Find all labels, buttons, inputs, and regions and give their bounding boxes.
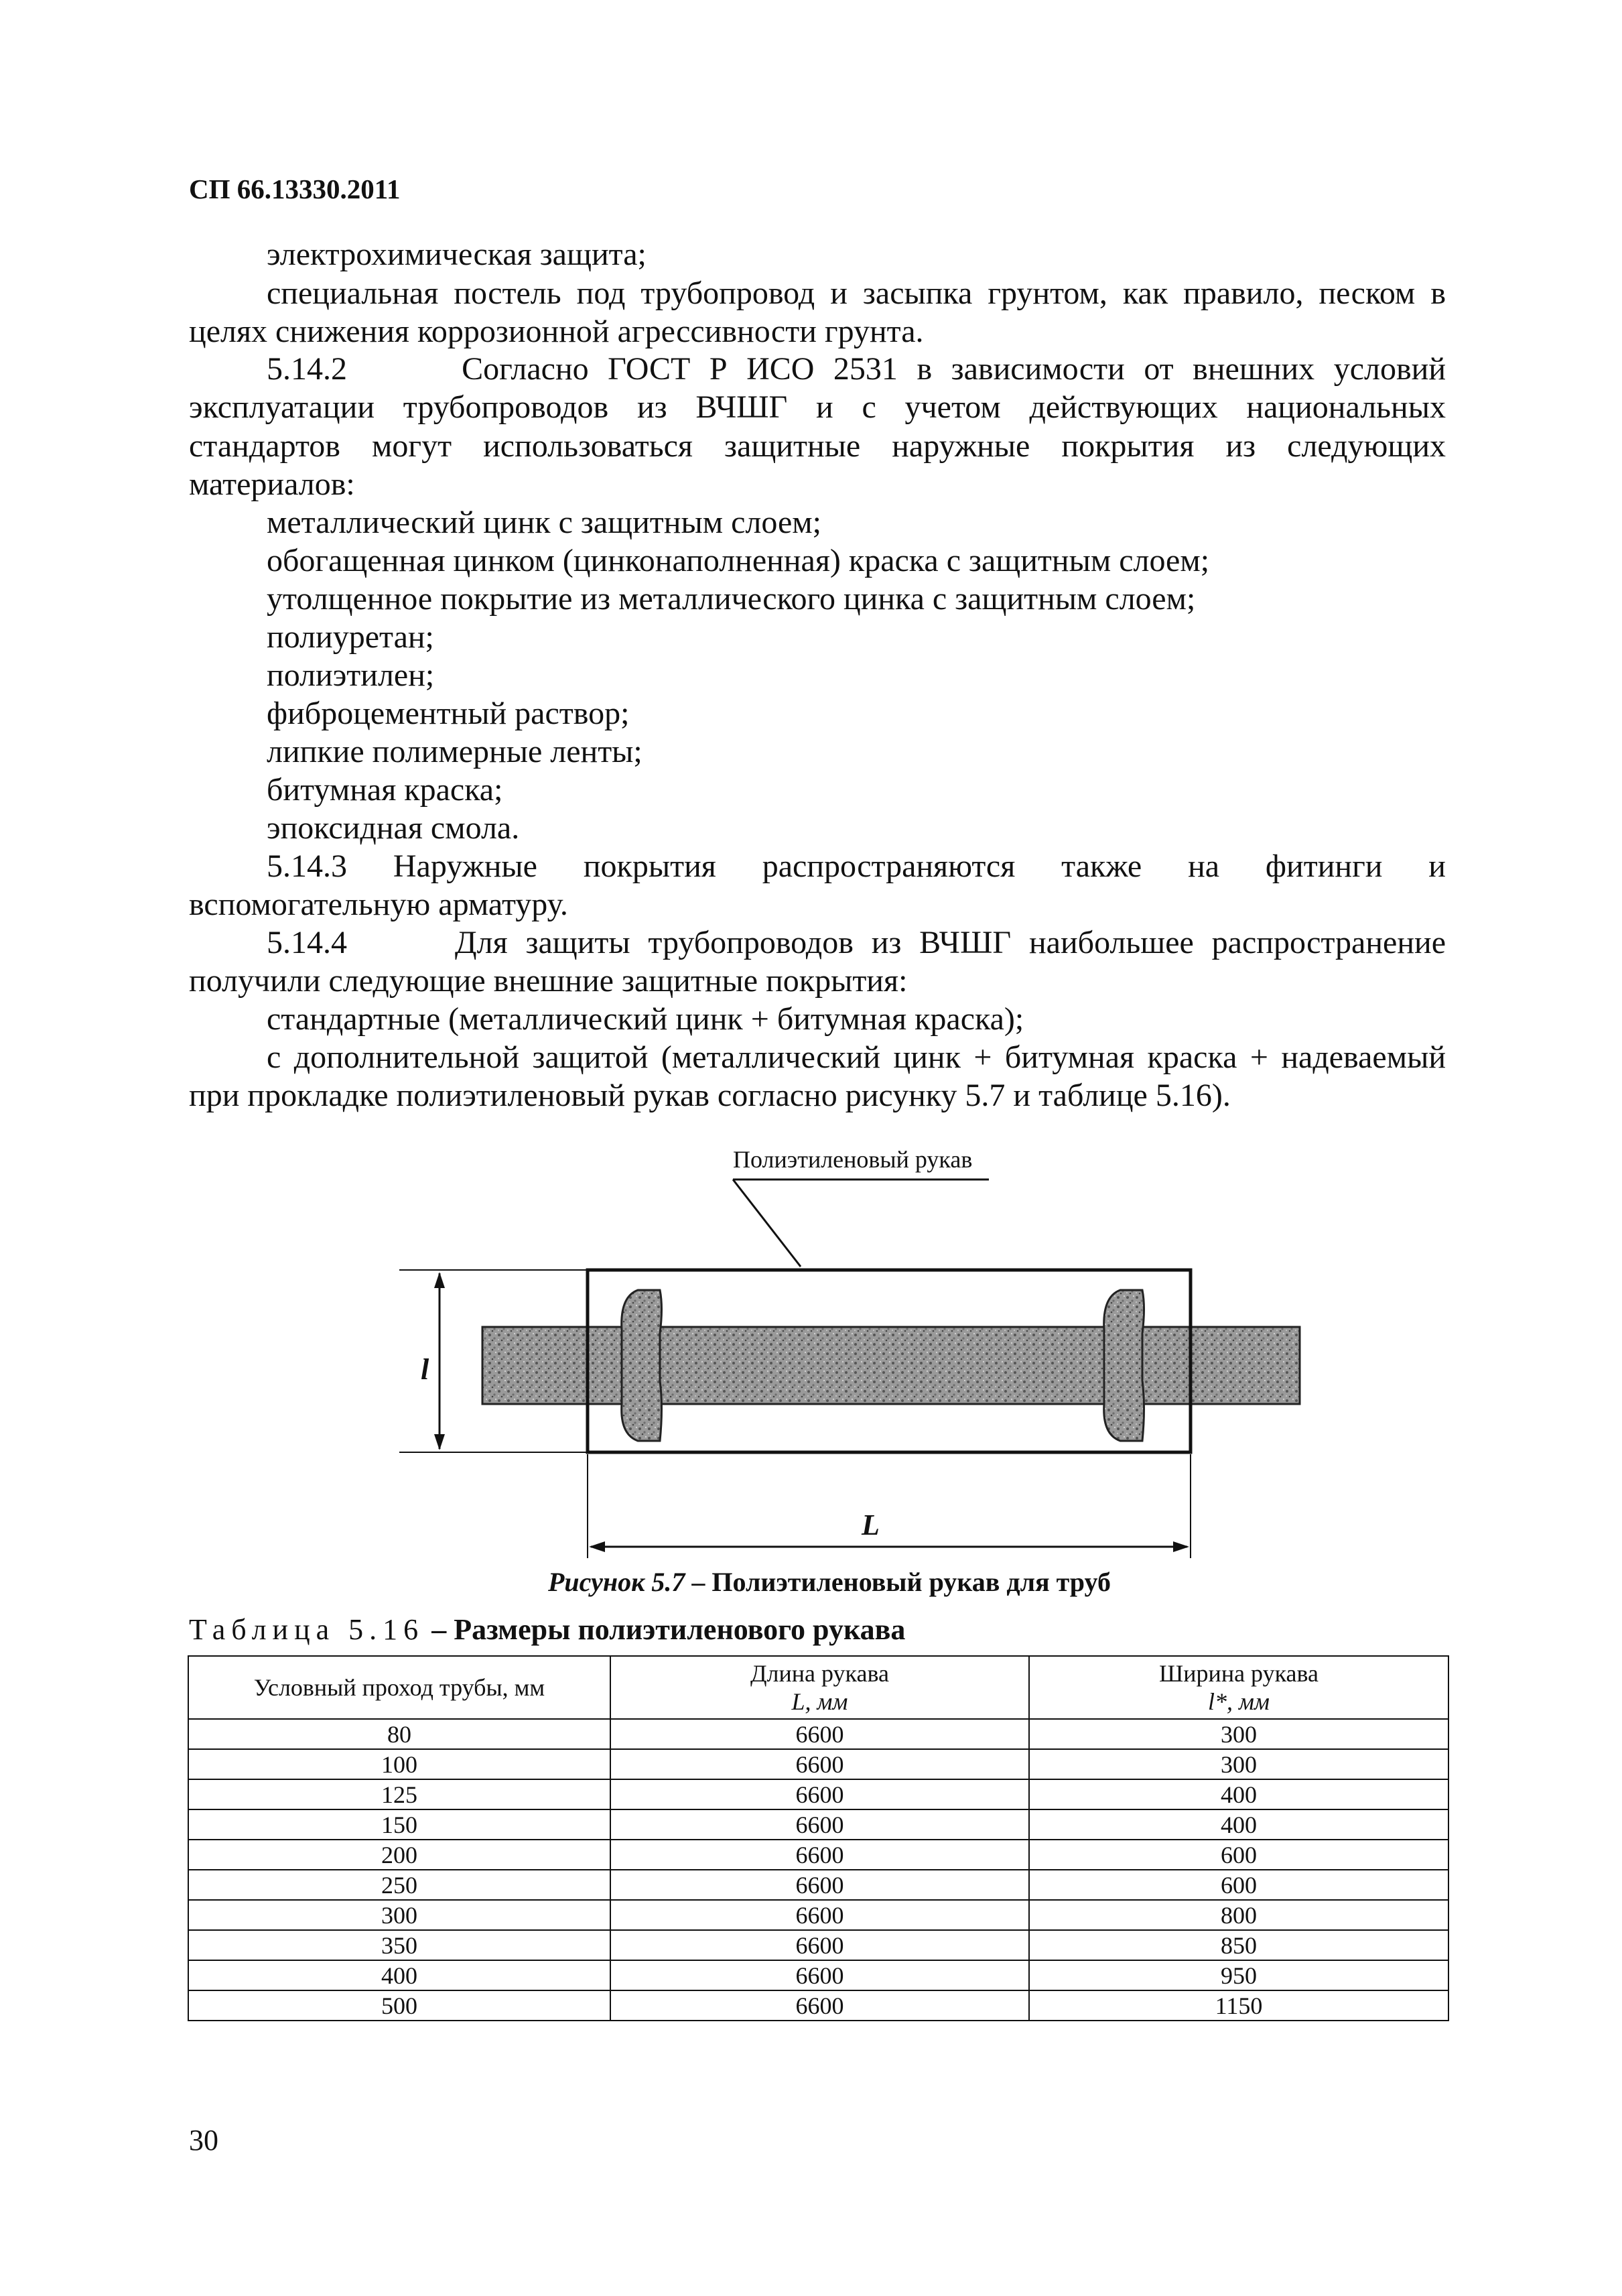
list-item: обогащенная цинком (цинконаполненная) краска с защитным слоем;: [267, 543, 1210, 578]
cell-length: 6600: [610, 1870, 1029, 1900]
body-line: 5.14.4 Для защиты трубопроводов из ВЧШГ наибольшее распространение: [267, 925, 1446, 960]
body-line: стандартные (металлический цинк + битумная краска);: [267, 1001, 1024, 1037]
cell-width: 300: [1029, 1719, 1448, 1749]
cell-length: 6600: [610, 1809, 1029, 1840]
cell-width: 850: [1029, 1930, 1448, 1960]
table-header-row: [188, 1656, 1448, 1719]
arrow-left-icon: [589, 1541, 605, 1552]
body-line: 5.14.3 Наружные покрытия распространяются также на фитинги и: [267, 848, 1446, 884]
col-header-nominal-diameter: Условный проход трубы, мм: [188, 1656, 610, 1719]
body-line: стандартов могут использоваться защитные наружные покрытия из следующих: [189, 428, 1446, 464]
arrow-right-icon: [1173, 1541, 1189, 1552]
pipe-body: [482, 1327, 1300, 1404]
body-line: получили следующие внешние защитные покрытия:: [189, 963, 908, 999]
cell-width: 800: [1029, 1900, 1448, 1930]
cell-diameter: 80: [188, 1719, 610, 1749]
cell-diameter: 400: [188, 1960, 610, 1990]
table-row: [188, 1870, 1448, 1900]
cell-length: 6600: [610, 1779, 1029, 1809]
table-row: [188, 1930, 1448, 1960]
list-item: битумная краска;: [267, 772, 503, 808]
table-row: [188, 1749, 1448, 1779]
figure-caption: [548, 1566, 1111, 1598]
table-row: [188, 1960, 1448, 1990]
list-item: липкие полимерные ленты;: [267, 734, 643, 769]
page-number: 30: [189, 2124, 218, 2157]
table-title: [189, 1612, 905, 1647]
sleeve-dimensions-table: [188, 1655, 1449, 2021]
cell-length: 6600: [610, 1840, 1029, 1870]
table-row: [188, 1900, 1448, 1930]
cell-width: 950: [1029, 1960, 1448, 1990]
arrow-up-icon: [434, 1272, 445, 1288]
document-code-header: СП 66.13330.2011: [189, 174, 401, 204]
cell-diameter: 250: [188, 1870, 610, 1900]
cell-length: 6600: [610, 1930, 1029, 1960]
body-line: целях снижения коррозионной агрессивности грунта.: [189, 314, 924, 349]
cell-length: 6600: [610, 1990, 1029, 2021]
cell-width: 400: [1029, 1779, 1448, 1809]
callout-label: Полиэтиленовый рукав: [733, 1146, 973, 1173]
table-row: [188, 1809, 1448, 1840]
cell-width: 400: [1029, 1809, 1448, 1840]
table-row: [188, 1990, 1448, 2021]
cell-length: 6600: [610, 1900, 1029, 1930]
pipe-socket-right: [1104, 1290, 1144, 1441]
list-item: фиброцементный раствор;: [267, 696, 630, 731]
cell-diameter: 500: [188, 1990, 610, 2021]
figure-number: Рисунок 5.7: [548, 1567, 685, 1597]
pipe-socket-left: [622, 1290, 662, 1441]
table-row: [188, 1779, 1448, 1809]
cell-length: 6600: [610, 1749, 1029, 1779]
body-line: специальная постель под трубопровод и засыпка грунтом, как правило, песком в: [267, 275, 1446, 311]
figure-title: – Полиэтиленовый рукав для труб: [685, 1567, 1111, 1597]
body-line: вспомогательную арматуру.: [189, 887, 568, 922]
col-header-sleeve-width: Ширина рукава l*, мм: [1029, 1656, 1448, 1719]
cell-diameter: 300: [188, 1900, 610, 1930]
table-title-text: Размеры полиэтиленового рукава: [454, 1613, 906, 1646]
cell-width: 600: [1029, 1870, 1448, 1900]
table-row: [188, 1840, 1448, 1870]
body-line: 5.14.2 Согласно ГОСТ Р ИСО 2531 в зависимости от внешних условий: [267, 351, 1446, 387]
cell-diameter: 100: [188, 1749, 610, 1779]
cell-diameter: 125: [188, 1779, 610, 1809]
body-line: материалов:: [189, 466, 355, 502]
arrow-down-icon: [434, 1434, 445, 1450]
col-header-sleeve-length: Длина рукава L, мм: [610, 1656, 1029, 1719]
list-item: металлический цинк с защитным слоем;: [267, 505, 821, 540]
dim-width-label: l: [421, 1353, 429, 1386]
list-item: утолщенное покрытие из металлического цинка с защитным слоем;: [267, 581, 1196, 617]
list-item: полиэтилен;: [267, 657, 435, 693]
cell-length: 6600: [610, 1960, 1029, 1990]
dim-length-label: L: [862, 1509, 880, 1541]
table-row: [188, 1719, 1448, 1749]
cell-diameter: 150: [188, 1809, 610, 1840]
table-dash: –: [424, 1613, 454, 1646]
cell-width: 1150: [1029, 1990, 1448, 2021]
cell-diameter: 350: [188, 1930, 610, 1960]
cell-width: 600: [1029, 1840, 1448, 1870]
list-item: эпоксидная смола.: [267, 810, 520, 846]
callout-leader: [733, 1179, 801, 1267]
list-item: полиуретан;: [267, 619, 434, 655]
body-line: с дополнительной защитой (металлический цинк + битумная краска + надеваемый: [267, 1039, 1446, 1075]
cell-diameter: 200: [188, 1840, 610, 1870]
table-number: Таблица 5.16: [189, 1613, 425, 1646]
cell-length: 6600: [610, 1719, 1029, 1749]
body-line: электрохимическая защита;: [267, 237, 647, 272]
body-line: эксплуатации трубопроводов из ВЧШГ и с учетом действующих национальных: [189, 389, 1446, 425]
body-line: при прокладке полиэтиленовый рукав согласно рисунку 5.7 и таблице 5.16).: [189, 1078, 1231, 1113]
cell-width: 300: [1029, 1749, 1448, 1779]
